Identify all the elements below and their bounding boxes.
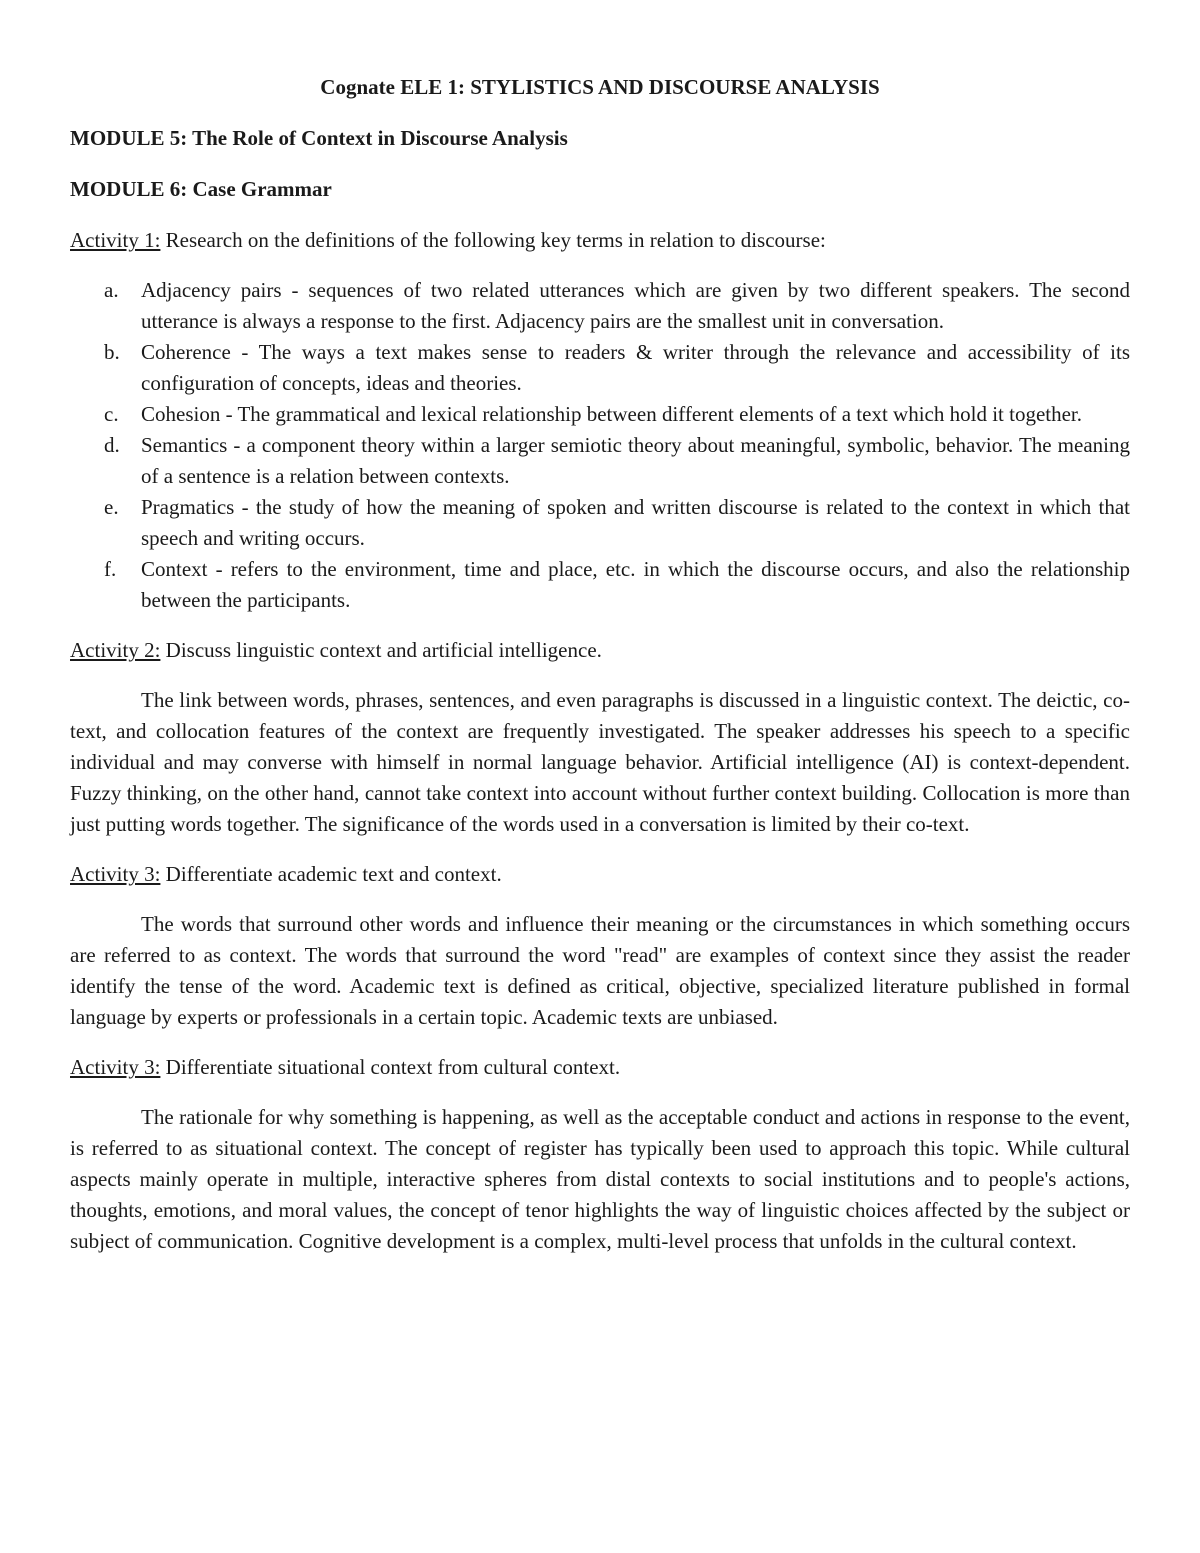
- activity-3b-answer: The rationale for why something is happening, as well as the acceptable conduct and actions in response to the event, is referred to as situational context. The concept of register has typically been used to approach this topic. While cultural aspects mainly operate in multiple, interactive spheres from distal contexts to social institutions and to people's actions, thoughts, emotions, and moral values, the concept of tenor highlights the way of linguistic choices affected by the subject or subject of communication. Cognitive development is a complex, multi-level process that unfolds in the cultural context.: [70, 1105, 1130, 1253]
- activity-3a-text: Differentiate academic text and context.: [160, 862, 502, 886]
- list-item-letter: f.: [104, 557, 117, 581]
- activity-3a-answer: The words that surround other words and influence their meaning or the circumstances in which something occurs are referred to as context. The words that surround the word "read" are examples of context since they assist the reader identify the tense of the word. Academic text is defined as critical, objective, specialized literature published in formal language by experts or professionals in a certain topic. Academic texts are unbiased.: [70, 912, 1130, 1029]
- list-item-text: Context - refers to the environment, time and place, etc. in which the discourse occurs, and also the relationship between the participants.: [141, 557, 1130, 612]
- activity-2-label: Activity 2:: [70, 638, 161, 662]
- list-item: [70, 399, 1130, 430]
- module-5-heading: MODULE 5: The Role of Context in Discourse Analysis: [70, 126, 568, 150]
- list-item: [70, 492, 1130, 554]
- activity-2-prompt: [70, 635, 1130, 666]
- module-6-heading: MODULE 6: Case Grammar: [70, 177, 332, 201]
- list-item: [70, 275, 1130, 337]
- list-item-text: Coherence - The ways a text makes sense to readers & writer through the relevance and accessibility of its configuration of concepts, ideas and theories.: [141, 340, 1130, 395]
- list-item-text: Cohesion - The grammatical and lexical relationship between different elements of a text which hold it together.: [141, 402, 1083, 426]
- activity-1-prompt: [70, 225, 1130, 256]
- activity-3a-prompt: [70, 859, 1130, 890]
- activity-1-label: Activity 1:: [70, 228, 161, 252]
- activity-3a-label: Activity 3:: [70, 862, 161, 886]
- activity-2-text: Discuss linguistic context and artificial intelligence.: [160, 638, 602, 662]
- activity-2-answer: The link between words, phrases, sentences, and even paragraphs is discussed in a linguistic context. The deictic, co-text, and collocation features of the context are frequently investigated. The speaker addresses his speech to a specific individual and may converse with himself in normal language behavior. Artificial intelligence (AI) is context-dependent. Fuzzy thinking, on the other hand, cannot take context into account without further context building. Collocation is more than just putting words together. The significance of the words used in a conversation is limited by their co-text.: [70, 688, 1130, 836]
- list-item-letter: d.: [104, 433, 120, 457]
- list-item-text: Pragmatics - the study of how the meaning of spoken and written discourse is related to the context in which that speech and writing occurs.: [141, 495, 1130, 550]
- list-item: [70, 554, 1130, 616]
- key-terms-list: [70, 275, 1130, 616]
- list-item: [70, 430, 1130, 492]
- document-page: [70, 72, 1130, 1276]
- list-item-text: Adjacency pairs - sequences of two related utterances which are given by two different speakers. The second utterance is always a response to the first. Adjacency pairs are the smallest unit in conversation.: [141, 278, 1130, 333]
- list-item-letter: e.: [104, 495, 119, 519]
- activity-1-text: Research on the definitions of the following key terms in relation to discourse:: [160, 228, 826, 252]
- document-title: Cognate ELE 1: STYLISTICS AND DISCOURSE ANALYSIS: [320, 75, 880, 99]
- activity-3b-text: Differentiate situational context from cultural context.: [160, 1055, 621, 1079]
- list-item-letter: b.: [104, 340, 120, 364]
- list-item-letter: c.: [104, 402, 119, 426]
- activity-3b-label: Activity 3:: [70, 1055, 161, 1079]
- list-item-text: Semantics - a component theory within a larger semiotic theory about meaningful, symbolic, behavior. The meaning of a sentence is a relation between contexts.: [141, 433, 1130, 488]
- activity-3b-prompt: [70, 1052, 1130, 1083]
- list-item: [70, 337, 1130, 399]
- list-item-letter: a.: [104, 278, 119, 302]
